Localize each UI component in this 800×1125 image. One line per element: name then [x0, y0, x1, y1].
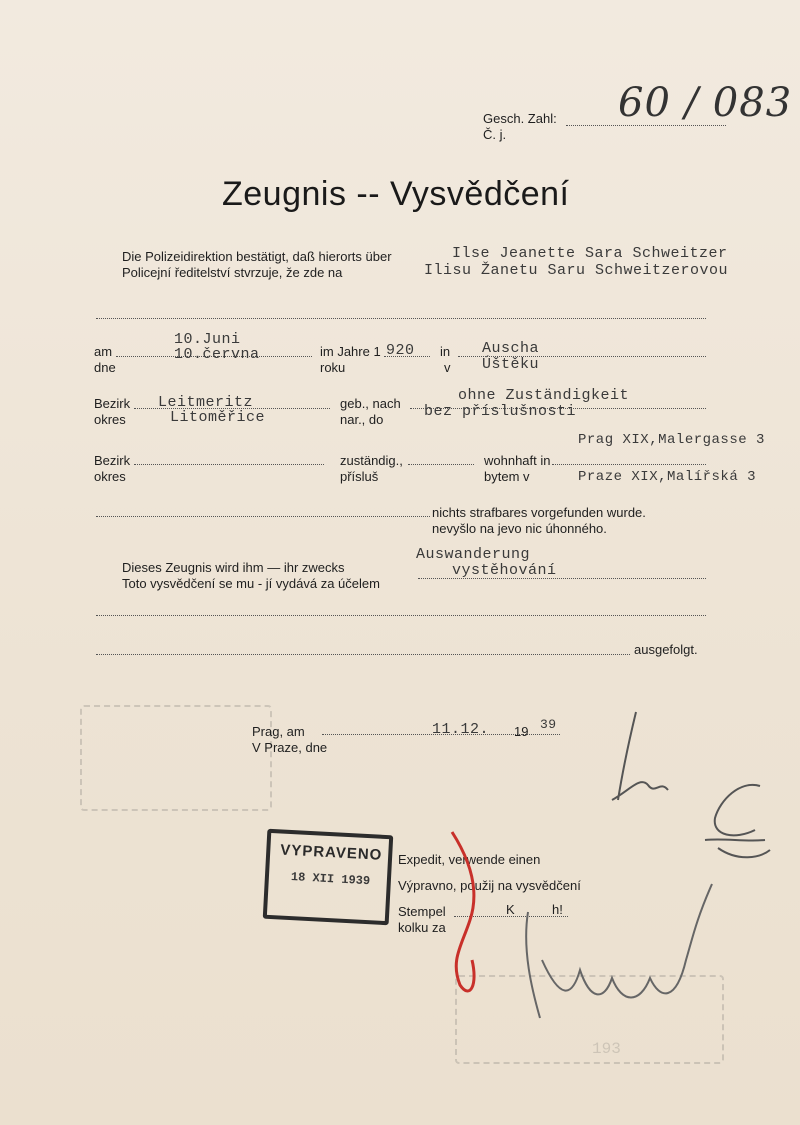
okres-label-2: okres	[94, 469, 126, 484]
person-name-cz: Ilisu Žanetu Saru Schweitzerovou	[424, 262, 729, 279]
birth-date-cz: 10.června	[174, 346, 260, 363]
person-name-de: Ilse Jeanette Sara Schweitzer	[452, 245, 728, 262]
praze-label: V Praze, dne	[252, 740, 328, 755]
birth-date-de: 10.Juni	[174, 331, 241, 348]
gesch-zahl-label: Gesch. Zahl:	[483, 111, 557, 126]
address-cz: Praze XIX,Malířská 3	[578, 469, 757, 485]
prag-label: Prag, am	[252, 724, 305, 739]
district-cz: Litoměřice	[170, 409, 266, 426]
bezirk-label: Bezirk	[94, 396, 131, 411]
signature-bottom	[526, 884, 712, 1018]
kolku-label: kolku za	[398, 920, 446, 935]
in-label: in	[440, 344, 451, 359]
confirm-text-cz: Policejní ředitelství stvrzuje, že zde na	[122, 265, 343, 280]
signature-right	[705, 785, 770, 857]
ausgefolgt-label: ausgefolgt.	[634, 642, 698, 657]
expedit-line2: Výpravno, použij na vysvědčení	[398, 878, 581, 893]
nothing-found-cz: nevyšlo na jevo nic úhonného.	[432, 521, 607, 536]
ghost-number: 193	[592, 1040, 621, 1058]
zustandig-label: zuständig.,	[340, 453, 403, 468]
birth-year: 920	[386, 342, 415, 359]
zustandigkeit-de: ohne Zuständigkeit	[458, 387, 630, 404]
nar-label: nar., do	[340, 412, 384, 427]
confirm-text-de: Die Polizeidirektion bestätigt, daß hierorts über	[122, 249, 392, 264]
jahre-label: im Jahre 1	[320, 344, 381, 359]
roku-label: roku	[320, 360, 346, 375]
birth-place-de: Auscha	[482, 340, 540, 357]
red-mark	[452, 832, 474, 991]
nothing-found-de: nichts strafbares vorgefunden wurde.	[432, 505, 646, 520]
bytem-label: bytem v	[484, 469, 530, 484]
address-de: Prag XIX,Malergasse 3	[578, 432, 765, 448]
ref-number: 60 / 083	[618, 80, 793, 126]
issue-date: 11.12.	[432, 721, 490, 738]
zustandigkeit-cz: bez příslušnosti	[424, 403, 577, 420]
purpose-text-cz: Toto vysvědčení se mu - jí vydává za účelem	[122, 576, 380, 591]
district-de: Leitmeritz	[158, 394, 254, 411]
purpose-text-de: Dieses Zeugnis wird ihm — ihr zwecks	[122, 560, 345, 575]
h-label: h!	[552, 902, 563, 917]
k-label: K	[506, 902, 515, 917]
stamp-date: 18 XII 1939	[290, 870, 371, 889]
stempel-label: Stempel	[398, 904, 446, 919]
geb-label: geb., nach	[340, 396, 401, 411]
birth-place-cz: Úštěku	[482, 356, 540, 373]
issue-year-prefix: 19	[514, 724, 529, 739]
issue-year-suffix: 39	[540, 717, 557, 732]
document-title: Zeugnis -- Vysvědčení	[222, 175, 570, 213]
wohnhaft-label: wohnhaft in	[484, 453, 551, 468]
purpose-de: Auswanderung	[416, 546, 531, 563]
stamp-label: VYPRAVENO	[279, 841, 383, 864]
purpose-cz: vystěhování	[452, 562, 557, 579]
v-label: v	[444, 360, 451, 375]
prislus-label: přísluš	[340, 469, 379, 484]
am-label: am	[94, 344, 113, 359]
signature-left	[612, 712, 668, 800]
expedit-line1: Expedit, verwende einen	[398, 852, 541, 867]
bezirk-label-2: Bezirk	[94, 453, 131, 468]
okres-label: okres	[94, 412, 126, 427]
cj-label: Č. j.	[483, 127, 507, 142]
dne-label: dne	[94, 360, 116, 375]
